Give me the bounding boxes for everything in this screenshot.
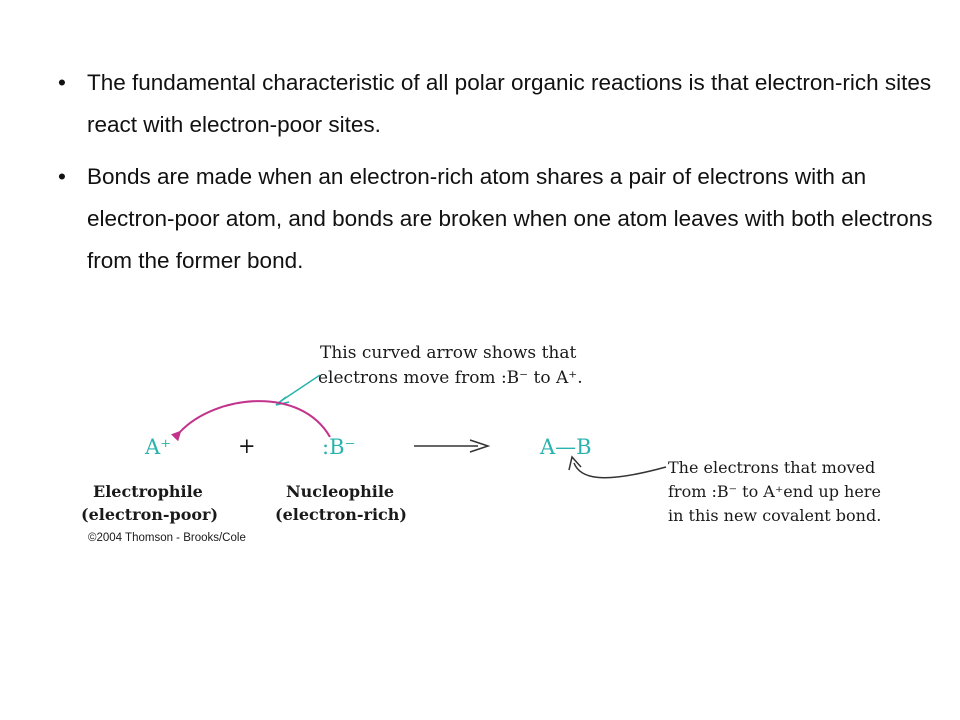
curved-electron-arrow — [180, 401, 330, 437]
caption-line: The electrons that moved — [668, 458, 876, 477]
product-symbol: A—B — [540, 435, 592, 459]
copyright-notice: ©2004 Thomson - Brooks/Cole — [88, 532, 246, 544]
electrophile-label: Electrophile — [93, 482, 203, 501]
electrophile-sublabel: (electron-poor) — [81, 505, 219, 524]
bond-pointer-arrow — [574, 463, 666, 478]
bond-caption — [668, 458, 881, 525]
species-labels — [81, 482, 407, 524]
plus-sign: + — [238, 434, 256, 458]
nucleophile-sublabel: (electron-rich) — [275, 505, 407, 524]
nucleophile-label: Nucleophile — [286, 482, 395, 501]
caption-line: from :B⁻ to A⁺end up here — [668, 482, 881, 501]
caption-line: electrons move from :B⁻ to A⁺. — [318, 368, 583, 388]
bullet-text: Bonds are made when an electron-rich atom shares a pair of electrons with an electron-poor atom, and bonds are broken when one atom leaves with both electrons from the former bond. — [87, 164, 933, 273]
curved-arrow-caption — [318, 343, 583, 388]
bullet-marker: • — [58, 164, 66, 189]
caption-line: in this new covalent bond. — [668, 506, 882, 525]
nucleophile-symbol: :B⁻ — [322, 435, 356, 459]
bullet-marker: • — [58, 70, 66, 95]
electrophile-symbol: A⁺ — [145, 435, 172, 459]
bullet-text: The fundamental characteristic of all polar organic reactions is that electron-rich sites react with electron-poor sites. — [87, 70, 932, 137]
caption-line: This curved arrow shows that — [320, 343, 577, 363]
reaction-equation — [144, 434, 592, 459]
